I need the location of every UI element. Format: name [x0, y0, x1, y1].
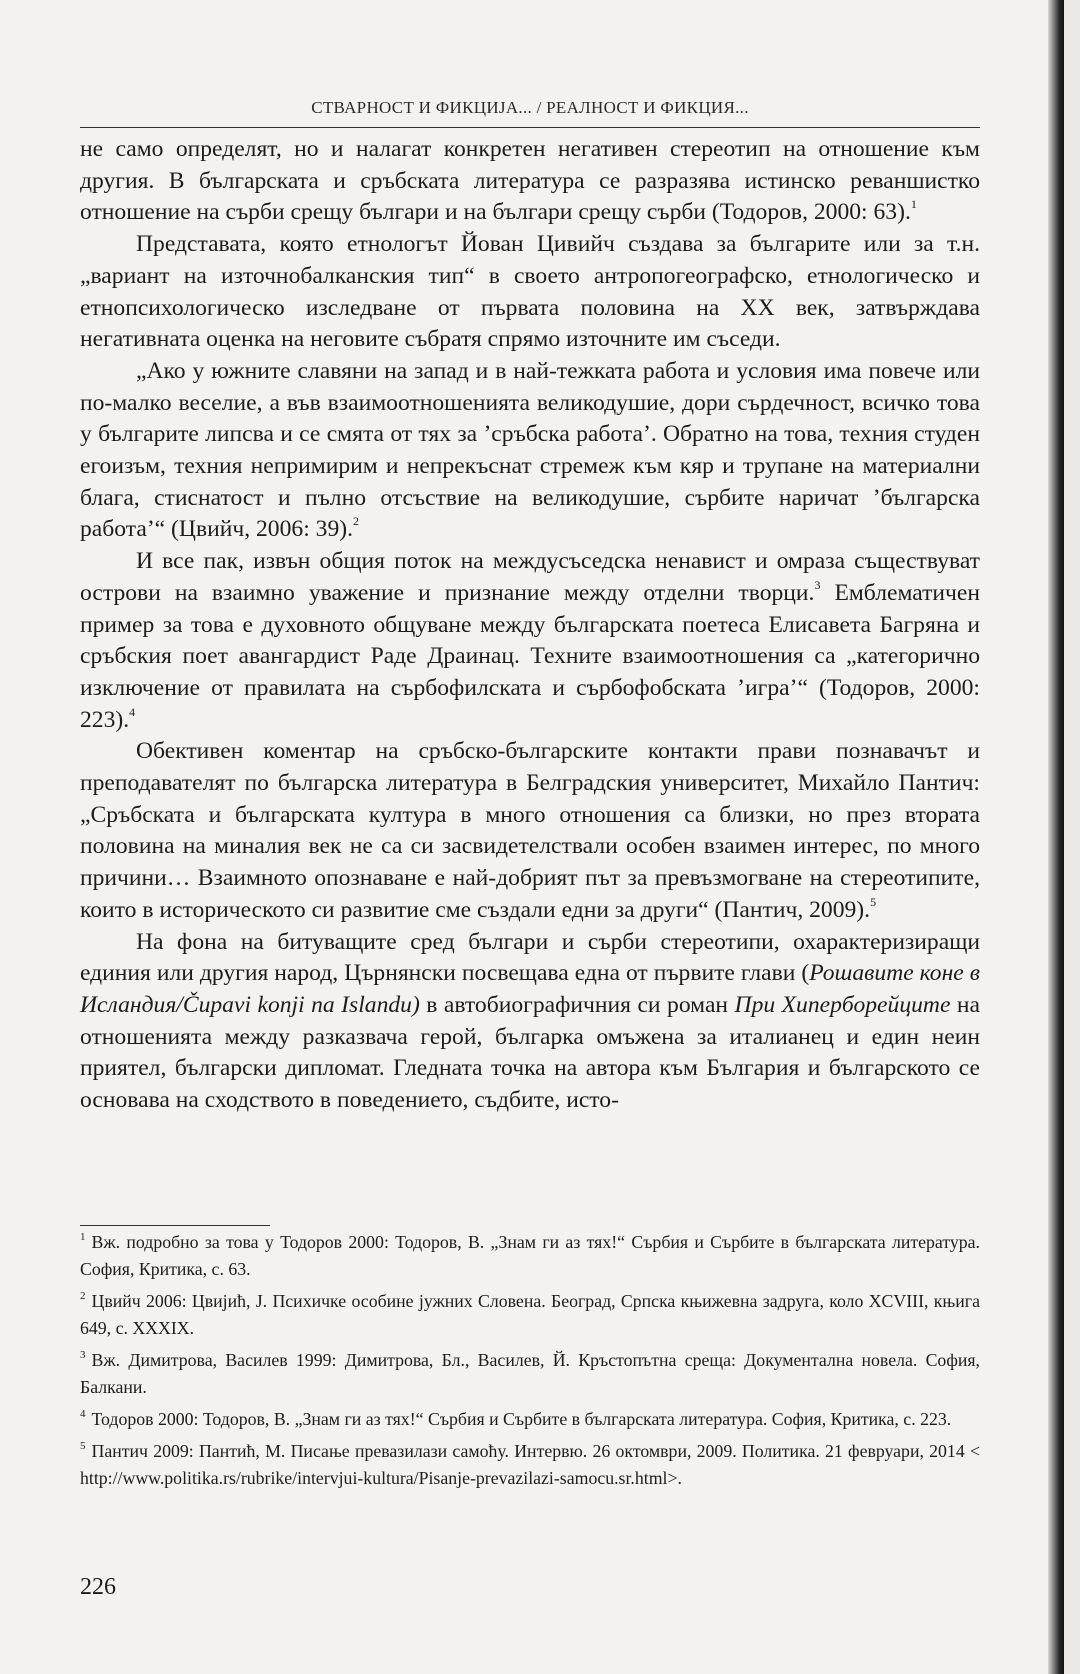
body-text	[80, 134, 980, 1117]
paragraph-2: Представата, която етнологът Йован Цивийч създава за българите или за т.н. „вариант на източнобалканския тип“ в своето антропогеографско, етнологическо и етнопсихологическо изследване от първата половина на XX век, затвърждава негативната оценка на неговите събратя спрямо източните им съседи.	[80, 231, 980, 353]
footnote-1: $^1$ Вж. подробно за това у Тодоров 2000: Тодоров, В. „Знам ги аз тях!“ Сърбия и Сърбите в българската литература. София, Критика, с. 63.	[80, 1231, 980, 1279]
footnote-rule	[80, 1225, 270, 1226]
footnote-ref-1[interactable]: 1	[910, 197, 917, 212]
paragraph-6: На фона на битуващите сред българи и сърби стереотипи, охарактеризиращи единия или другия народ, Църнянски посвещава една от първите глави (Рошавите коне в Исландия/Čupavi konji na Islandu) в автобиографичния си роман При Хиперборейците на отношенията между разказвача герой, българка омъжена за италианец и един неин приятел, български дипломат. Гледната точка на автора към България и българското се основава на сходството в поведението, съдбите, исто-	[80, 928, 981, 1114]
footnote-ref-2[interactable]: 2	[353, 514, 359, 529]
footnote-2: $^2$ Цвийч 2006: Цвијић, Ј. Психичке особине јужних Словена. Београд, Српска књижевна задруга, коло XCVIII, књига 649, с. XXXIX.	[80, 1290, 980, 1338]
footnote-ref-4[interactable]: 4	[129, 704, 136, 719]
running-head: СТВАРНОСТ И ФИКЦИЈА... / РЕАЛНОСТ И ФИКЦИЯ...	[311, 98, 749, 117]
footnote-ref-5[interactable]: 5	[870, 894, 877, 909]
book-spine-shadow	[1048, 0, 1064, 1674]
header-rule	[80, 127, 980, 128]
paragraph-5: Обективен коментар на сръбско-българските контакти прави познавачът и преподавателят по българска литература в Белградския университет, Михайло Пантич: „Сръбската и българската култура в много отношения са близки, но през втората половина на миналия век не са си засвидетелствали особен взаимен интерес, по много причини… Взаимното опознаване е най-добрият път за превъзмогване на стереотипите, които в историческото си развитие сме създали едни за други“ (Пантич, 2009).$^5$	[80, 738, 980, 923]
footnotes	[80, 1229, 980, 1497]
footnote-4: $^4$ Тодоров 2000: Тодоров, В. „Знам ги аз тях!“ Сърбия и Сърбите в българската литература. София, Критика, с. 223.	[80, 1408, 952, 1429]
footnote-ref-3[interactable]: 3	[814, 577, 821, 592]
paragraph-4: И все пак, извън общия поток на междусъседска ненавист и омраза съществуват острови на взаимно уважение и признание между отделни творци.$^3$ Емблематичен пример за това е духовното общуване между българската поетеса Елисавета Багряна и сръбския поет авангардист Раде Драинац. Техните взаимоотношения са „категорично изключение от правилата на сърбофилската и сърбофобската ’игра’“ (Тодоров, 2000: 223).$^4$	[80, 548, 980, 733]
italic-title-2: При Хиперборейците	[734, 991, 951, 1018]
footnote-3: $^3$ Вж. Димитрова, Василев 1999: Димитрова, Бл., Василев, Й. Кръстопътна среща: Документална новела. София, Балкани.	[80, 1349, 980, 1397]
footnote-5-text-with-link[interactable]: Пантич 2009: Пантић, М. Писање превазилази самоћу. Интервю. 26 октомври, 2009. Политика. 21 февруари, 2014 < http://www.politika.rs/rubrike/intervjui-kultura/Pisanje-prevazilazi-samocu.sr.html>.	[80, 1441, 980, 1488]
page-number: 226	[80, 1574, 116, 1600]
footnote-5: $^5$ Пантич 2009: Пантић, М. Писање превазилази самоћу. Интервю. 26 октомври, 2009. Политика. 21 февруари, 2014 < http://www.politika.rs/rubrike/intervjui-kultura/Pisanje-prevazilazi-samocu.sr.html>.	[80, 1440, 980, 1488]
paragraph-3-quote: „Ако у южните славяни на запад и в най-тежката работа и условия има повече или по-малко веселие, а във взаимоотношенията великодушие, дори сърдечност, всичко това у българите липсва и се смята от тях за ’сръбска работа’. Обратно на това, техния студен егоизъм, техния непримирим и непрекъснат стремеж към кяр и трупане на материални блага, стиснатост и пълно отсъствие на великодушие, сърбите наричат ’българска работа’“ (Цвийч, 2006: 39).$^2$	[80, 357, 980, 543]
paragraph-1: не само определят, но и налагат конкретен негативен стереотип на отношение към другия. В българската и сръбската литература се разразява истинско реваншистко отношение на сърби срещу българи и на българи срещу сърби (Тодоров, 2000: 63).$^1$	[80, 136, 980, 226]
italic-title-1: Рошавите коне в Исландия/Čupavi konji na Islandu)	[80, 960, 980, 1018]
